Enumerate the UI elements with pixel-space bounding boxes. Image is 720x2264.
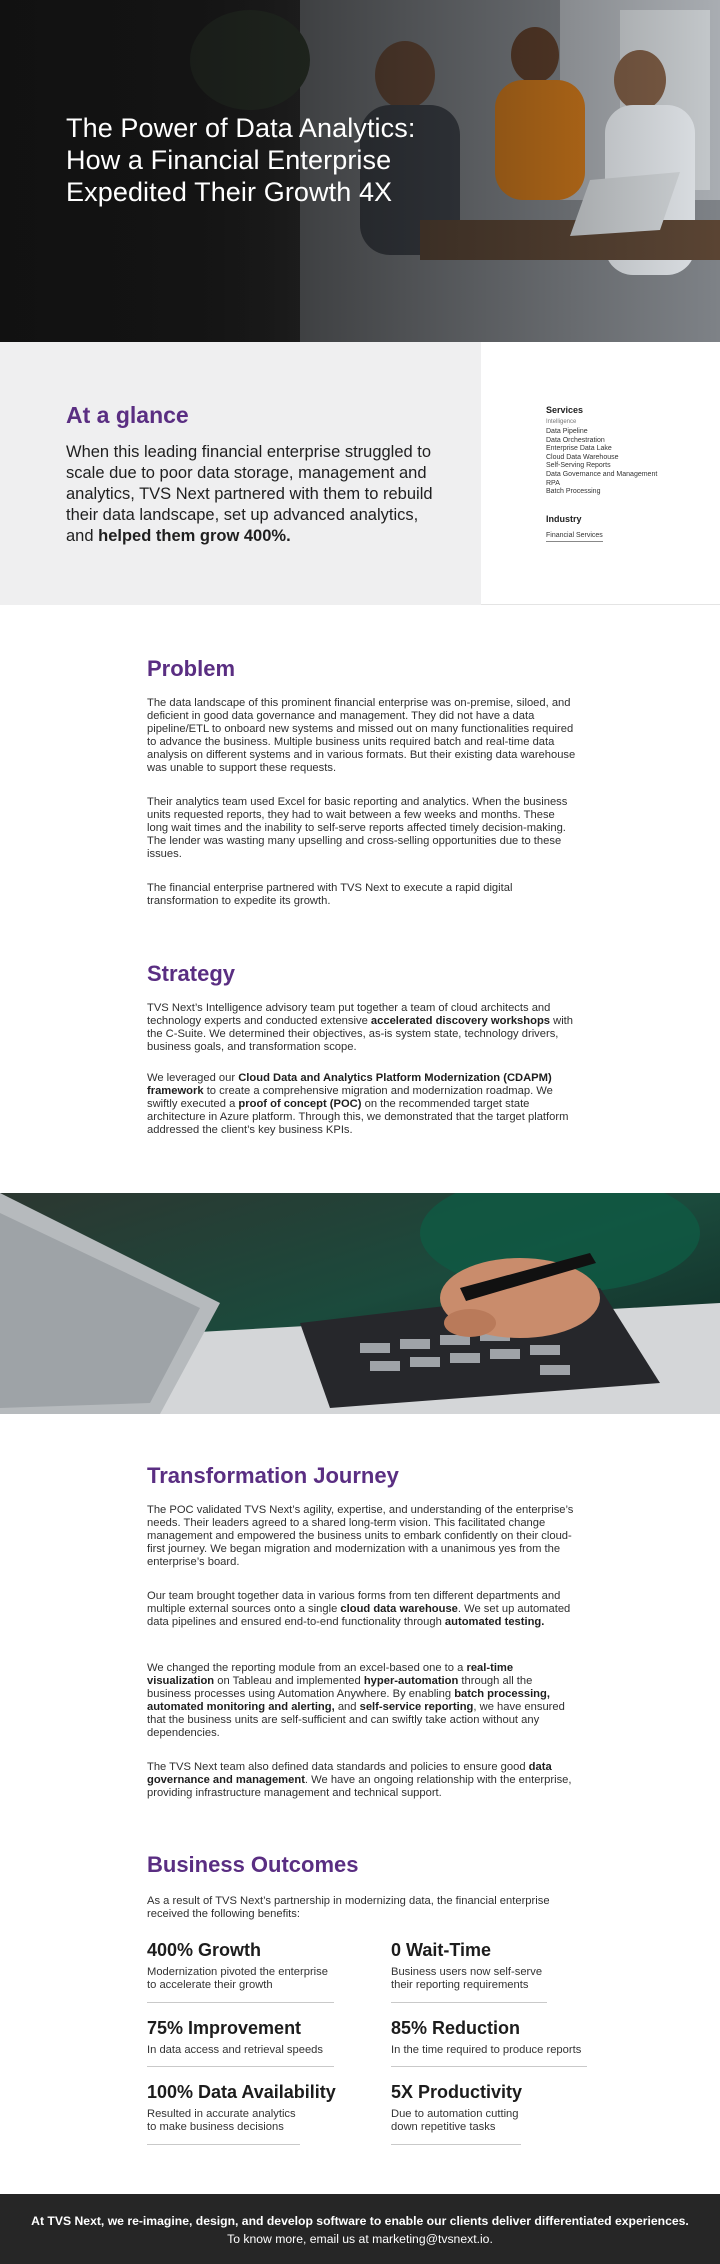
hero-title-line-2: How a Financial Enterprise (66, 145, 392, 175)
outcome-description (391, 2108, 519, 2134)
outcome-title: 400% Growth (147, 1940, 262, 1960)
strategy-p2-text-end: on the recommended target state architecture in Azure platform. Through this, we demonstrated that the target platform addressed the client’s key business KPIs. (147, 1098, 569, 1136)
outcomes-title: Business Outcomes (147, 1852, 359, 1877)
outcome-desc-line: their reporting requirements (391, 1979, 529, 1991)
outcome-divider (147, 2002, 334, 2003)
hero-title (66, 112, 446, 208)
outcome-desc-line: Resulted in accurate analytics (147, 2108, 296, 2120)
services-list-item: Data Pipeline (546, 428, 588, 435)
strategy-p1-text: TVS Next’s Intelligence advisory team put together a team of cloud architects and technology experts and conducted extensive (147, 1002, 551, 1027)
outcome-description: In data access and retrieval speeds (147, 2044, 323, 2056)
outcome-desc-line: to make business decisions (147, 2121, 284, 2133)
journey-p3-bold-visualization: real-time visualization (147, 1662, 514, 1687)
strategy-paragraph-1 (147, 1002, 577, 1054)
strategy-p2-bold-framework: Cloud Data and Analytics Platform Modernization (CDAPM) framework (147, 1072, 552, 1097)
outcome-description: In the time required to produce reports (391, 2044, 582, 2056)
outcome-title: 75% Improvement (147, 2018, 302, 2038)
outcome-desc-line: Modernization pivoted the enterprise (147, 1966, 328, 1978)
strategy-p2-text: We leveraged our (147, 1072, 239, 1084)
strategy-p2-text-mid: to create a comprehensive migration and modernization roadmap. We swiftly executed a (147, 1085, 553, 1110)
journey-p3-text: We changed the reporting module from an excel-based one to a (147, 1662, 467, 1674)
journey-p3-text-3: through all the business processes using Automation Anywhere. By enabling (147, 1675, 533, 1700)
glance-summary-text (66, 442, 446, 547)
glance-summary-highlight: helped them grow 400%. (98, 527, 291, 545)
problem-paragraph-3: The financial enterprise partnered with TVS Next to execute a rapid digital transformation to expedite its growth. (147, 882, 513, 907)
services-list (546, 428, 657, 497)
hero-title-line-1: The Power of Data Analytics: (66, 113, 416, 143)
journey-p3-text-2: on Tableau and implemented (214, 1675, 364, 1687)
footer-contact: To know more, email us at marketing@tvsnext.io. (227, 2232, 493, 2246)
journey-p2-text-mid: . We set up automated data pipelines and ensured end-to-end functionality through (147, 1603, 571, 1628)
services-list-item: Self-Serving Reports (546, 462, 611, 470)
outcome-divider (391, 2002, 547, 2003)
glance-title: At a glance (66, 402, 189, 428)
services-category: Intelligence (546, 419, 577, 425)
outcome-title: 5X Productivity (391, 2082, 523, 2102)
problem-paragraph-2: Their analytics team used Excel for basic reporting and analytics. When the business units requested reports, they had to wait between a few weeks and months. These long wait times and the inability to self-serve reports affected timely decision-making. The lender was wasting many upselling and cross-selling opportunities due to these issues. (147, 796, 568, 860)
industry-label: Industry (546, 514, 582, 524)
services-list-item: Cloud Data Warehouse (546, 453, 619, 461)
hero-banner (0, 0, 720, 342)
footer (0, 2194, 720, 2264)
outcome-desc-line: down repetitive tasks (391, 2121, 496, 2133)
glance-summary-body: When this leading financial enterprise struggled to scale due to poor data storage, management and analytics, TVS Next partnered with them to rebuild their data landscape, set up advanced analytics, and (66, 443, 433, 545)
journey-p3-bold-hyper: hyper-automation (363, 1675, 459, 1687)
journey-paragraph-1: The POC validated TVS Next’s agility, expertise, and understanding of the enterprise’s needs. Their leaders agreed to a shared long-term vision. This facilitated change management and empowered the business units to embark confidently on their cloud-first journey. We began migration and modernization with a unanimous yes from the enterprise’s board. (147, 1504, 574, 1568)
journey-p3-text-end: , we have ensured that the business units are self-sufficient and can swiftly take action without any dependencies. (147, 1701, 565, 1739)
journey-paragraph-4 (147, 1761, 577, 1800)
outcome-title: 85% Reduction (391, 2018, 521, 2038)
outcome-desc-line: Business users now self-serve (391, 1966, 543, 1978)
outcome-title: 0 Wait-Time (391, 1940, 492, 1960)
outcome-desc-line: to accelerate their growth (147, 1979, 273, 1991)
industry-link[interactable]: Financial Services (546, 532, 603, 542)
journey-p3-bold-batch: batch processing, automated monitoring and alerting, (147, 1688, 550, 1713)
journey-p3-text-4: and (334, 1701, 360, 1713)
calculator-photo (0, 1193, 720, 1414)
journey-paragraph-3 (147, 1662, 577, 1740)
strategy-paragraph-2 (147, 1072, 577, 1137)
outcome-divider (391, 2066, 587, 2067)
journey-p4-text-end: . We have an ongoing relationship with the enterprise, providing infrastructure management and technical support. (147, 1774, 572, 1799)
services-list-item: Data Orchestration (546, 436, 605, 444)
outcome-title: 100% Data Availability (147, 2082, 336, 2102)
outcomes-intro: As a result of TVS Next’s partnership in modernizing data, the financial enterprise received the following benefits: (147, 1895, 550, 1920)
outcome-divider (147, 2144, 300, 2145)
services-list-item: Data Governance and Management (546, 470, 658, 478)
strategy-p2-bold-poc: proof of concept (POC) (238, 1098, 362, 1110)
footer-tagline: At TVS Next, we re-imagine, design, and develop software to enable our clients deliver differentiated experiences. (31, 2214, 689, 2228)
journey-p2-bold-warehouse: cloud data warehouse (340, 1603, 458, 1615)
outcome-divider (147, 2066, 334, 2067)
outcome-desc-line: Due to automation cutting (391, 2108, 519, 2120)
journey-p4-bold: data governance and management (147, 1761, 552, 1786)
outcome-description (147, 2108, 296, 2134)
journey-paragraph-2 (147, 1590, 577, 1629)
strategy-p1-bold: accelerated discovery workshops (370, 1015, 550, 1027)
outcome-divider (391, 2144, 521, 2145)
services-list-item: Batch Processing (546, 488, 601, 496)
journey-p2-bold-testing: automated testing. (444, 1616, 545, 1628)
problem-title: Problem (147, 656, 236, 681)
journey-p3-bold-self-service: self-service reporting (359, 1701, 474, 1713)
strategy-title: Strategy (147, 961, 236, 986)
journey-title: Transformation Journey (147, 1463, 399, 1488)
services-list-item: Enterprise Data Lake (546, 445, 612, 453)
outcome-description (391, 1966, 542, 1992)
problem-paragraph-1: The data landscape of this prominent financial enterprise was on-premise, siloed, and deficient in good data governance and management. They did not have a data pipeline/ETL to onboard new systems and missed out on many functionalities required to advance the business. Multiple business units required batch and real-time data analysis on different systems and in various formats. But their existing data warehouse was unable to support these requests. (147, 697, 576, 774)
outcome-description (147, 1966, 328, 1992)
services-label: Services (546, 405, 584, 415)
hero-title-line-3: Expedited Their Growth 4X (66, 177, 393, 207)
services-list-item: RPA (546, 479, 560, 487)
journey-p4-text: The TVS Next team also defined data standards and policies to ensure good (147, 1761, 529, 1773)
journey-p2-text: Our team brought together data in various forms from ten different departments and multiple external sources onto a single (147, 1590, 561, 1615)
calculator-photo-illustration (0, 1193, 720, 1414)
strategy-p1-text-end: with the C-Suite. We determined their objectives, as-is system state, technology drivers, business goals, and transformation scope. (147, 1015, 574, 1053)
